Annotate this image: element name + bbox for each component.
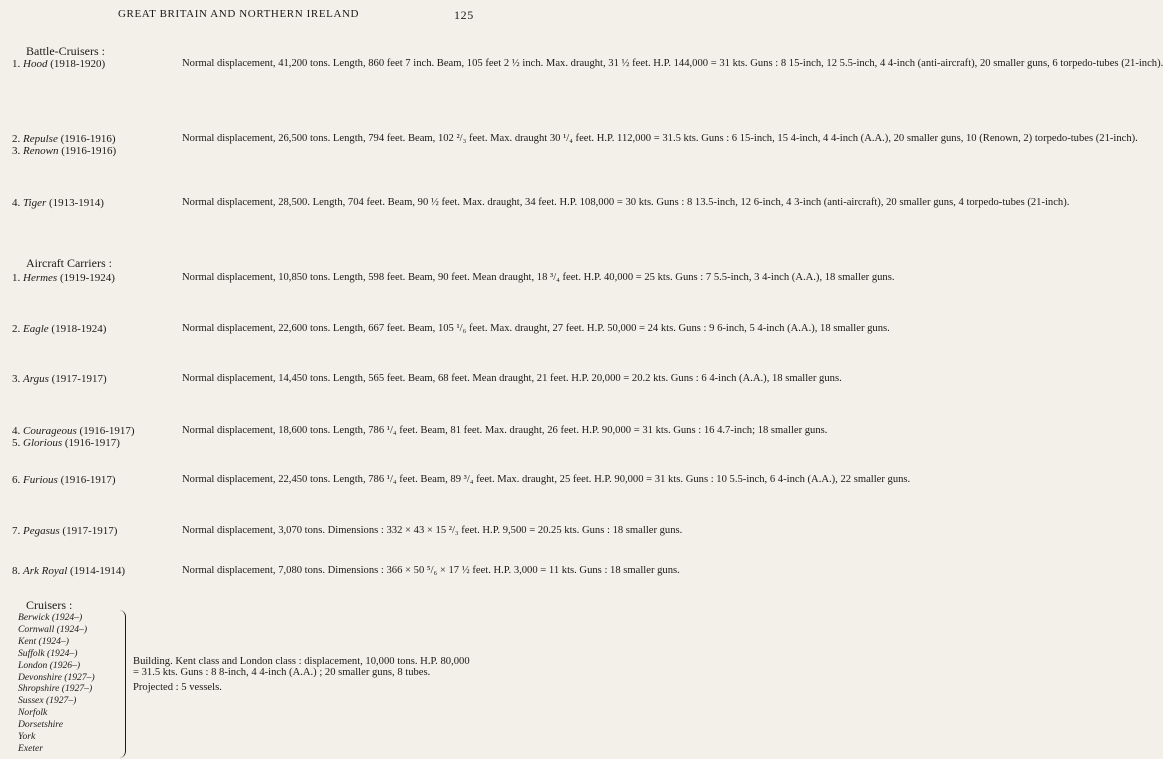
ship-entry-glorious [12,437,120,449]
ship-entry-argus [12,373,107,385]
ship-entry-hermes [12,272,115,284]
ship-name: Eagle [23,323,49,335]
ship-number: 5. [12,437,21,449]
ship-entry-tiger [12,197,104,209]
cruiser-item: Shropshire (1927–) [18,683,93,695]
ship-years: (1918-1924) [51,323,107,335]
ship-description-argus: Normal displacement, 14,450 tons. Length, 565 feet. Beam, 68 feet. Mean draught, 21 feet. H.P. 20,000 = 20.2 kts. Guns : 6 4-inch (A.A.), 18 smaller guns. [182,373,842,384]
ship-name: Furious [23,474,58,486]
ship-entry-hood [12,58,105,70]
ship-number: 1. [12,58,21,70]
ship-number: 2. [12,133,21,145]
ship-number: 2. [12,323,21,335]
ship-years: (1916-1916) [60,133,116,145]
ship-entry-pegasus [12,525,117,537]
ship-years: (1916-1916) [61,145,117,157]
projected-text: Projected : 5 vessels. [133,681,222,693]
ship-entry-courageous [12,425,135,437]
ship-years: (1916-1917) [79,425,135,437]
ship-number: 8. [12,565,21,577]
building-note [133,656,478,693]
ship-name: Hermes [23,272,58,284]
ship-name: Argus [23,373,49,385]
cruiser-item: Berwick (1924–) [18,612,83,623]
ship-description-eagle: Normal displacement, 22,600 tons. Length, 667 feet. Beam, 105 ¹/₆ feet. Max. draught, 27 feet. H.P. 50,000 = 24 kts. Guns : 9 6-inch, 5 4-inch (A.A.), 18 smaller guns. [182,323,890,334]
ship-name: Renown [23,145,59,157]
page-number: 125 [454,8,474,22]
ship-years: (1918-1920) [50,58,106,70]
ship-description-furious: Normal displacement, 22,450 tons. Length, 786 ¹/₄ feet. Beam, 89 ³/₄ feet. Max. draught, 25 feet. H.P. 90,000 = 31 kts. Guns : 10 5.5-inch, 6 4-inch (A.A.), 22 smaller guns. [182,474,911,485]
ship-name: Courageous [23,425,77,437]
ship-years: (1914-1914) [70,565,126,577]
cruiser-item: York [18,731,36,743]
ship-number: 4. [12,425,21,437]
cruiser-list [18,612,95,755]
ship-name: Hood [23,58,48,70]
ship-name: Repulse [23,133,58,145]
ship-number: 3. [12,373,21,385]
section-heading-battle-cruisers: Battle-Cruisers : [26,44,105,58]
cruiser-item: Exeter [18,742,44,754]
cruiser-item: Dorsetshire [18,719,63,731]
ship-number: 7. [12,525,21,537]
ship-description-glorious: Normal displacement, 18,600 tons. Length, 786 ¹/₄ feet. Beam, 81 feet. Max. draught, 26 feet. H.P. 90,000 = 31 kts. Guns : 16 4.7-inch; 18 smaller guns. [182,425,828,436]
page-header-title: GREAT BRITAIN AND NORTHERN IRELAND [118,8,360,20]
ship-name: Ark Royal [23,565,68,577]
section-heading-cruisers: Cruisers : [26,598,73,612]
cruiser-item: Kent (1924–) [18,635,69,647]
building-text: Building. Kent class and London class : displacement, 10,000 tons. H.P. 80,000 = 31.5 kts. Guns : 8 8-inch, 4 4-inch (A.A.) ; 20 smaller guns, 8 tubes. [133,656,470,679]
ship-years: (1917-1917) [51,373,107,385]
ship-description-hood: Normal displacement, 41,200 tons. Length, 860 feet 7 inch. Beam, 105 feet 2 ½ inch. Max. draught, 31 ½ feet. H.P. 144,000 = 31 kts. Guns : 8 15-inch, 12 5.5-inch, 4 4-inch (anti-aircraft), 20 smaller guns, 6 torpedo-tubes (21-inch). [182,58,1163,69]
ship-entry-repulse [12,133,116,145]
cruiser-item: Sussex (1927–) [18,695,77,707]
ship-number: 3. [12,145,21,157]
cruiser-item: Devonshire (1927–) [18,671,95,683]
ship-years: (1916-1917) [60,474,116,486]
ship-description-pegasus: Normal displacement, 3,070 tons. Dimensions : 332 × 43 × 15 ²/₃ feet. H.P. 9,500 = 20.25 kts. Guns : 18 smaller guns. [182,525,683,536]
cruiser-item: London (1926–) [18,659,81,671]
ship-number: 4. [12,197,21,209]
section-heading-aircraft-carriers: Aircraft Carriers : [26,256,112,270]
ship-entry-ark-royal [12,565,125,577]
ship-years: (1913-1914) [48,197,104,209]
ship-number: 6. [12,474,21,486]
ship-entry-furious [12,474,116,486]
ship-entry-renown [12,145,116,157]
ship-description-tiger: Normal displacement, 28,500. Length, 704 feet. Beam, 90 ½ feet. Max. draught, 34 feet. H.P. 108,000 = 30 kts. Guns : 8 13.5-inch, 12 6-inch, 4 3-inch (anti-aircraft), 20 smaller guns, 4 torpedo-tubes (21-inch). [182,197,1070,208]
ship-description-hermes: Normal displacement, 10,850 tons. Length, 598 feet. Beam, 90 feet. Mean draught, 18 ³/₄ feet. H.P. 40,000 = 25 kts. Guns : 7 5.5-inch, 3 4-inch (A.A.), 18 smaller guns. [182,272,895,283]
ship-years: (1917-1917) [62,525,118,537]
ship-name: Glorious [23,437,63,449]
ship-name: Tiger [23,197,47,209]
ship-description-ark-royal: Normal displacement, 7,080 tons. Dimensions : 366 × 50 ⁵/₆ × 17 ½ feet. H.P. 3,000 = 11 kts. Guns : 18 smaller guns. [182,565,680,576]
ship-name: Pegasus [23,525,60,537]
ship-years: (1916-1917) [64,437,120,449]
cruiser-item: Suffolk (1924–) [18,647,78,659]
cruiser-item: Norfolk [18,707,48,719]
ship-years: (1919-1924) [59,272,115,284]
ship-number: 1. [12,272,21,284]
cruiser-item: Cornwall (1924–) [18,623,88,635]
ship-description-renown: Normal displacement, 26,500 tons. Length, 794 feet. Beam, 102 ²/₃ feet. Max. draught 30 ¹/₄ feet. H.P. 112,000 = 31.5 kts. Guns : 6 15-inch, 15 4-inch, 4 4-inch (A.A.), 20 smaller guns, 10 (Renown, 2) torpedo-tubes (21-inch). [182,133,1138,144]
cruiser-list-brace [116,610,126,758]
ship-entry-eagle [12,323,106,335]
